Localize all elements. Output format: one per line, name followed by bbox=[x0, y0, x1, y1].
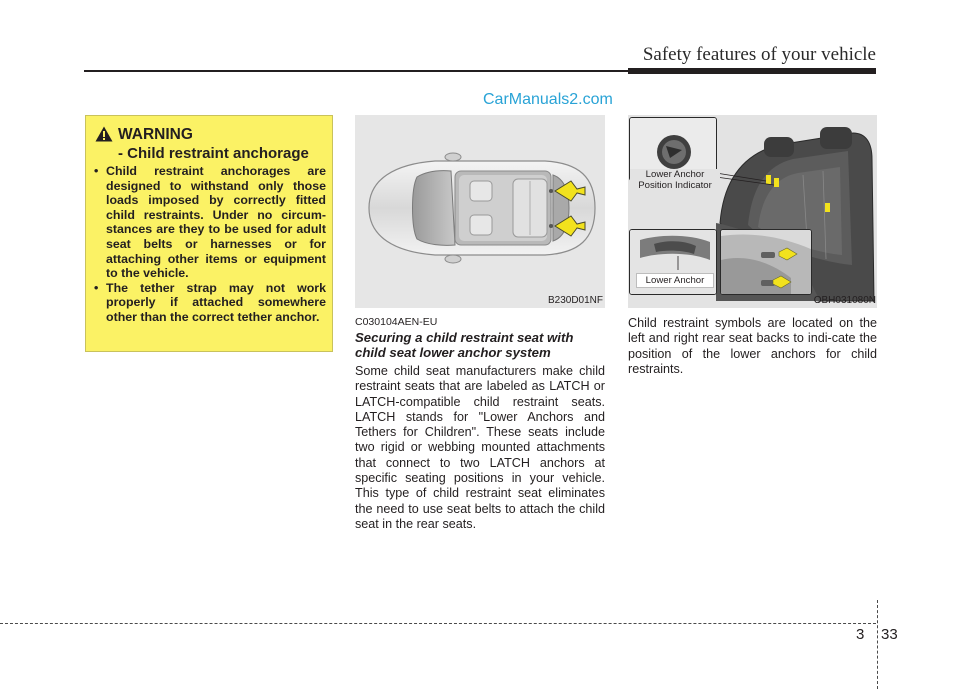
warning-item bbox=[94, 281, 326, 325]
car-top-view-illustration bbox=[355, 115, 605, 308]
callout-line: Position Indicator bbox=[638, 180, 712, 191]
rear-seat-anchor-illustration bbox=[628, 115, 877, 308]
bullet-icon: • bbox=[94, 164, 99, 178]
lower-anchor-label: Lower Anchor bbox=[636, 273, 714, 288]
lower-anchor-position-indicator-label bbox=[630, 169, 720, 191]
warning-item-text: The tether strap may not work properly if attached somewhere other than the correct tether anchor. bbox=[106, 280, 326, 324]
bullet-icon: • bbox=[94, 280, 99, 295]
figure-description-text: Child restraint symbols are located on the left and right rear seat backs to indi-cate the position of the lower anchors for child restraints. bbox=[628, 316, 877, 376]
warning-list bbox=[94, 164, 326, 325]
section-code: C030104AEN-EU bbox=[355, 316, 438, 328]
header-rule-accent bbox=[628, 68, 876, 74]
warning-box bbox=[85, 115, 333, 352]
callout-line: Lower Anchor bbox=[645, 169, 705, 180]
page-number: 33 bbox=[881, 626, 898, 643]
watermark-text: CarManuals2.com bbox=[483, 91, 613, 108]
anchor-bar-closeup-inset bbox=[720, 229, 812, 295]
car-top-view-drawing bbox=[355, 115, 605, 308]
section-body-text: Some child seat manufacturers make child restraint seats that are labeled as LATCH or LATCH-compatible child restraint seats. LATCH stands for "Lower Anchors and Tethers for Children". These seats include two rigid or webbing mounted attachments that connect to two LATCH anchors at specific seating positions in your vehicle. This type of child restraint seat eliminates the need to use seat belts to attach the child seat in the rear seats. bbox=[355, 364, 605, 531]
footer-rule bbox=[0, 623, 876, 624]
warning-item bbox=[94, 164, 326, 281]
figure-code: OBH031080N bbox=[813, 295, 876, 306]
figure-code: B230D01NF bbox=[547, 295, 603, 306]
section-heading: Securing a child restraint seat with child seat lower anchor system bbox=[355, 330, 574, 360]
chapter-number: 3 bbox=[856, 626, 865, 643]
warning-triangle-icon bbox=[95, 126, 113, 142]
running-header-title: Safety features of your vehicle bbox=[642, 44, 876, 65]
warning-subtitle: - Child restraint anchorage bbox=[118, 145, 309, 162]
warning-title: WARNING bbox=[118, 126, 193, 143]
anchor-bar-closeup-drawing bbox=[721, 230, 812, 295]
warning-item-text: Child restraint anchorages are designed to withstand only those loads imposed by correctly fitted child restraints. Under no circum-stances are they to be used for adult seat belts or harnesses or for attaching other items or equipment to the vehicle. bbox=[106, 164, 326, 281]
footer-divider bbox=[877, 600, 878, 689]
